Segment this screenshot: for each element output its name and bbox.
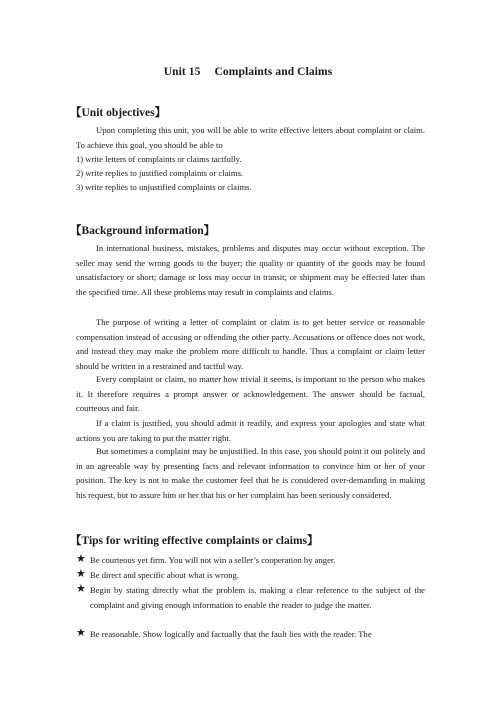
background-paragraph-2: The purpose of writing a letter of complaint or claim is to get better service or reasonable compensation instead of accusing or offending the other party. Accusations or offence does not work, and instead they may make the problem more difficult to handle. Thus a complaint or claim letter should be written in a restrained and tactful way. xyxy=(76,317,425,371)
unit-number: Unit 15 xyxy=(163,66,201,78)
star-icon: ★ xyxy=(76,553,86,565)
star-icon: ★ xyxy=(76,583,86,595)
star-icon: ★ xyxy=(76,568,86,580)
background-paragraph-3: Every complaint or claim, no matter how trivial it seems, is important to the person who makes it. It therefore requires a prompt answer or acknowledgement. The answer should be factual, courteous and fair. xyxy=(76,374,425,414)
star-icon: ★ xyxy=(76,627,86,639)
tips-heading: 【Tips for writing effective complaints or claims】 xyxy=(70,535,319,547)
objective-item-2: 2) write replies to justified complaints or claims. xyxy=(76,168,244,178)
unit-topic: Complaints and Claims xyxy=(214,66,333,78)
tip-item-3 xyxy=(76,583,425,612)
background-paragraph-1: In international business, mistakes, problems and disputes may occur without exception. The seller may send the wrong goods to the buyer; the quality or quantity of the goods may be found unsatisfactory or short; damage or loss may occur in transit; or shipment may be effected later than the specified time. All these problems may result in complaints and claims. xyxy=(76,243,425,297)
tip-item-1 xyxy=(76,553,425,568)
tip-item-4 xyxy=(76,627,425,642)
objective-item-3: 3) write replies to unjustified complaints or claims. xyxy=(76,182,252,192)
objectives-intro: Upon completing this unit, you will be able to write effective letters about complaint or claim. To achieve this goal, you should be able to xyxy=(76,125,425,150)
tip-item-2 xyxy=(76,568,425,583)
tip-text: Begin by stating directly what the problem is, making a clear reference to the subject of the complaint and giving enough information to enable the reader to judge the matter. xyxy=(90,585,425,610)
objectives-heading: 【Unit objectives】 xyxy=(70,107,167,119)
tip-text: Be courteous yet firm. You will not win a seller’s cooperation by anger. xyxy=(90,555,336,565)
page-title xyxy=(0,66,496,78)
background-heading: 【Background information】 xyxy=(70,225,216,237)
background-paragraph-5: But sometimes a complaint may be unjustified. In this case, you should point it out politely and in an agreeable way by presenting facts and relevant information to convince him or her of your position. The key is not to make the customer feel that he is considered over-demanding in making his request, but to assure him or her that his or her complaint has been seriously considered. xyxy=(76,446,425,500)
objective-item-1: 1) write letters of complaints or claims tactfully. xyxy=(76,154,242,164)
tip-text: Be direct and specific about what is wrong. xyxy=(90,570,239,580)
tip-text: Be reasonable. Show logically and factually that the fault lies with the reader. The xyxy=(90,629,372,639)
background-paragraph-4: If a claim is justified, you should admit it readily, and express your apologies and state what actions you are taking to put the matter right. xyxy=(76,418,425,443)
